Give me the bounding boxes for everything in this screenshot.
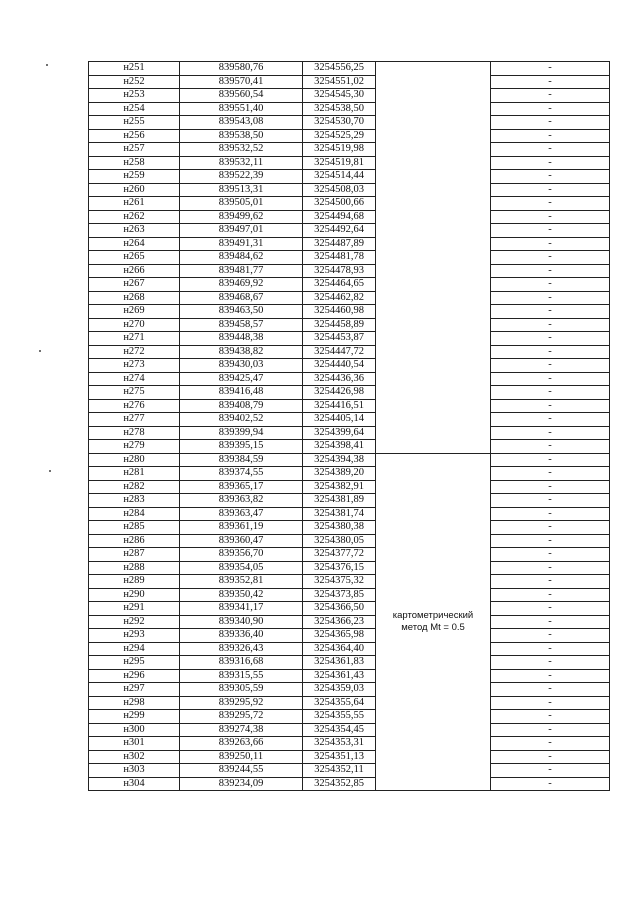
x-coordinate-cell: 839399,94 — [180, 426, 303, 440]
table-row — [89, 737, 610, 751]
y-coordinate-cell: 3254525,29 — [303, 129, 376, 143]
point-number-cell: н289 — [89, 575, 180, 589]
table-row — [89, 521, 610, 535]
table-row — [89, 372, 610, 386]
x-coordinate-cell: 839315,55 — [180, 669, 303, 683]
note-cell: - — [491, 453, 610, 467]
x-coordinate-cell: 839499,62 — [180, 210, 303, 224]
note-cell: - — [491, 521, 610, 535]
point-number-cell: н285 — [89, 521, 180, 535]
table-row — [89, 764, 610, 778]
y-coordinate-cell: 3254464,65 — [303, 278, 376, 292]
note-cell: - — [491, 737, 610, 751]
note-cell: - — [491, 696, 610, 710]
note-cell: - — [491, 777, 610, 791]
note-cell: - — [491, 480, 610, 494]
x-coordinate-cell: 839350,42 — [180, 588, 303, 602]
y-coordinate-cell: 3254462,82 — [303, 291, 376, 305]
x-coordinate-cell: 839263,66 — [180, 737, 303, 751]
y-coordinate-cell: 3254380,38 — [303, 521, 376, 535]
y-coordinate-cell: 3254538,50 — [303, 102, 376, 116]
table-row — [89, 183, 610, 197]
x-coordinate-cell: 839430,03 — [180, 359, 303, 373]
note-cell: - — [491, 710, 610, 724]
x-coordinate-cell: 839384,59 — [180, 453, 303, 467]
table-row — [89, 291, 610, 305]
y-coordinate-cell: 3254530,70 — [303, 116, 376, 130]
y-coordinate-cell: 3254375,32 — [303, 575, 376, 589]
table-row — [89, 129, 610, 143]
y-coordinate-cell: 3254478,93 — [303, 264, 376, 278]
y-coordinate-cell: 3254508,03 — [303, 183, 376, 197]
table-row — [89, 696, 610, 710]
note-cell: - — [491, 615, 610, 629]
table-row — [89, 575, 610, 589]
point-number-cell: н264 — [89, 237, 180, 251]
method-cell-empty — [376, 62, 491, 454]
x-coordinate-cell: 839543,08 — [180, 116, 303, 130]
note-cell: - — [491, 764, 610, 778]
x-coordinate-cell: 839336,40 — [180, 629, 303, 643]
table-row — [89, 480, 610, 494]
table-row — [89, 197, 610, 211]
y-coordinate-cell: 3254364,40 — [303, 642, 376, 656]
y-coordinate-cell: 3254500,66 — [303, 197, 376, 211]
y-coordinate-cell: 3254366,50 — [303, 602, 376, 616]
point-number-cell: н255 — [89, 116, 180, 130]
x-coordinate-cell: 839468,67 — [180, 291, 303, 305]
note-cell: - — [491, 224, 610, 238]
note-cell: - — [491, 183, 610, 197]
table-row — [89, 102, 610, 116]
note-cell: - — [491, 116, 610, 130]
y-coordinate-cell: 3254377,72 — [303, 548, 376, 562]
point-number-cell: н260 — [89, 183, 180, 197]
x-coordinate-cell: 839363,82 — [180, 494, 303, 508]
y-coordinate-cell: 3254551,02 — [303, 75, 376, 89]
note-cell: - — [491, 534, 610, 548]
table-row — [89, 359, 610, 373]
x-coordinate-cell: 839425,47 — [180, 372, 303, 386]
scan-speck — [39, 350, 41, 352]
note-cell: - — [491, 345, 610, 359]
y-coordinate-cell: 3254376,15 — [303, 561, 376, 575]
x-coordinate-cell: 839408,79 — [180, 399, 303, 413]
note-cell: - — [491, 602, 610, 616]
table-row — [89, 426, 610, 440]
table-row — [89, 548, 610, 562]
point-number-cell: н263 — [89, 224, 180, 238]
y-coordinate-cell: 3254354,45 — [303, 723, 376, 737]
note-cell: - — [491, 89, 610, 103]
note-cell: - — [491, 413, 610, 427]
note-cell: - — [491, 548, 610, 562]
x-coordinate-cell: 839305,59 — [180, 683, 303, 697]
point-number-cell: н265 — [89, 251, 180, 265]
x-coordinate-cell: 839244,55 — [180, 764, 303, 778]
note-cell: - — [491, 642, 610, 656]
table-row — [89, 305, 610, 319]
x-coordinate-cell: 839448,38 — [180, 332, 303, 346]
point-number-cell: н275 — [89, 386, 180, 400]
y-coordinate-cell: 3254353,31 — [303, 737, 376, 751]
x-coordinate-cell: 839551,40 — [180, 102, 303, 116]
point-number-cell: н298 — [89, 696, 180, 710]
table-row — [89, 89, 610, 103]
point-number-cell: н283 — [89, 494, 180, 508]
y-coordinate-cell: 3254355,64 — [303, 696, 376, 710]
point-number-cell: н274 — [89, 372, 180, 386]
y-coordinate-cell: 3254487,89 — [303, 237, 376, 251]
point-number-cell: н254 — [89, 102, 180, 116]
note-cell: - — [491, 251, 610, 265]
point-number-cell: н262 — [89, 210, 180, 224]
y-coordinate-cell: 3254460,98 — [303, 305, 376, 319]
point-number-cell: н299 — [89, 710, 180, 724]
y-coordinate-cell: 3254545,30 — [303, 89, 376, 103]
table-row — [89, 278, 610, 292]
note-cell: - — [491, 561, 610, 575]
point-number-cell: н300 — [89, 723, 180, 737]
note-cell: - — [491, 629, 610, 643]
note-cell: - — [491, 399, 610, 413]
point-number-cell: н279 — [89, 440, 180, 454]
point-number-cell: н288 — [89, 561, 180, 575]
y-coordinate-cell: 3254359,03 — [303, 683, 376, 697]
point-number-cell: н258 — [89, 156, 180, 170]
table-row — [89, 656, 610, 670]
x-coordinate-cell: 839532,52 — [180, 143, 303, 157]
x-coordinate-cell: 839360,47 — [180, 534, 303, 548]
note-cell: - — [491, 372, 610, 386]
y-coordinate-cell: 3254494,68 — [303, 210, 376, 224]
point-number-cell: н286 — [89, 534, 180, 548]
x-coordinate-cell: 839361,19 — [180, 521, 303, 535]
x-coordinate-cell: 839538,50 — [180, 129, 303, 143]
note-cell: - — [491, 210, 610, 224]
note-cell: - — [491, 156, 610, 170]
point-number-cell: н304 — [89, 777, 180, 791]
method-cell — [376, 453, 491, 791]
point-number-cell: н302 — [89, 750, 180, 764]
x-coordinate-cell: 839560,54 — [180, 89, 303, 103]
y-coordinate-cell: 3254399,64 — [303, 426, 376, 440]
x-coordinate-cell: 839326,43 — [180, 642, 303, 656]
x-coordinate-cell: 839497,01 — [180, 224, 303, 238]
x-coordinate-cell: 839513,31 — [180, 183, 303, 197]
table-row — [89, 588, 610, 602]
x-coordinate-cell: 839354,05 — [180, 561, 303, 575]
x-coordinate-cell: 839458,57 — [180, 318, 303, 332]
point-number-cell: н267 — [89, 278, 180, 292]
table-row — [89, 143, 610, 157]
table-row — [89, 440, 610, 454]
point-number-cell: н280 — [89, 453, 180, 467]
table-row — [89, 683, 610, 697]
note-cell: - — [491, 426, 610, 440]
y-coordinate-cell: 3254447,72 — [303, 345, 376, 359]
table-row — [89, 399, 610, 413]
point-number-cell: н287 — [89, 548, 180, 562]
y-coordinate-cell: 3254436,36 — [303, 372, 376, 386]
table-row — [89, 116, 610, 130]
note-cell: - — [491, 170, 610, 184]
table-row — [89, 669, 610, 683]
y-coordinate-cell: 3254519,81 — [303, 156, 376, 170]
y-coordinate-cell: 3254352,85 — [303, 777, 376, 791]
y-coordinate-cell: 3254373,85 — [303, 588, 376, 602]
x-coordinate-cell: 839316,68 — [180, 656, 303, 670]
point-number-cell: н266 — [89, 264, 180, 278]
table-row — [89, 224, 610, 238]
y-coordinate-cell: 3254355,55 — [303, 710, 376, 724]
table-row — [89, 453, 610, 467]
y-coordinate-cell: 3254351,13 — [303, 750, 376, 764]
note-cell: - — [491, 588, 610, 602]
point-number-cell: н268 — [89, 291, 180, 305]
point-number-cell: н292 — [89, 615, 180, 629]
table-row — [89, 710, 610, 724]
note-cell: - — [491, 291, 610, 305]
x-coordinate-cell: 839484,62 — [180, 251, 303, 265]
table-row — [89, 642, 610, 656]
coordinates-table — [88, 61, 610, 791]
note-cell: - — [491, 264, 610, 278]
point-number-cell: н281 — [89, 467, 180, 481]
scan-speck — [46, 64, 48, 66]
note-cell: - — [491, 318, 610, 332]
note-cell: - — [491, 750, 610, 764]
table-row — [89, 170, 610, 184]
x-coordinate-cell: 839463,50 — [180, 305, 303, 319]
point-number-cell: н270 — [89, 318, 180, 332]
note-cell: - — [491, 129, 610, 143]
note-cell: - — [491, 359, 610, 373]
note-cell: - — [491, 507, 610, 521]
point-number-cell: н277 — [89, 413, 180, 427]
x-coordinate-cell: 839356,70 — [180, 548, 303, 562]
note-cell: - — [491, 575, 610, 589]
y-coordinate-cell: 3254398,41 — [303, 440, 376, 454]
y-coordinate-cell: 3254519,98 — [303, 143, 376, 157]
point-number-cell: н251 — [89, 62, 180, 76]
point-number-cell: н269 — [89, 305, 180, 319]
y-coordinate-cell: 3254361,43 — [303, 669, 376, 683]
note-cell: - — [491, 723, 610, 737]
table-row — [89, 467, 610, 481]
y-coordinate-cell: 3254453,87 — [303, 332, 376, 346]
point-number-cell: н291 — [89, 602, 180, 616]
table-row — [89, 534, 610, 548]
x-coordinate-cell: 839340,90 — [180, 615, 303, 629]
y-coordinate-cell: 3254416,51 — [303, 399, 376, 413]
x-coordinate-cell: 839570,41 — [180, 75, 303, 89]
x-coordinate-cell: 839341,17 — [180, 602, 303, 616]
table-row — [89, 723, 610, 737]
point-number-cell: н253 — [89, 89, 180, 103]
x-coordinate-cell: 839374,55 — [180, 467, 303, 481]
note-cell: - — [491, 467, 610, 481]
note-cell: - — [491, 102, 610, 116]
y-coordinate-cell: 3254361,83 — [303, 656, 376, 670]
x-coordinate-cell: 839416,48 — [180, 386, 303, 400]
y-coordinate-cell: 3254556,25 — [303, 62, 376, 76]
x-coordinate-cell: 839274,38 — [180, 723, 303, 737]
y-coordinate-cell: 3254405,14 — [303, 413, 376, 427]
y-coordinate-cell: 3254381,89 — [303, 494, 376, 508]
note-cell: - — [491, 683, 610, 697]
note-cell: - — [491, 669, 610, 683]
table-row — [89, 777, 610, 791]
note-cell: - — [491, 237, 610, 251]
table-row — [89, 75, 610, 89]
x-coordinate-cell: 839469,92 — [180, 278, 303, 292]
scan-speck — [49, 470, 51, 472]
x-coordinate-cell: 839402,52 — [180, 413, 303, 427]
y-coordinate-cell: 3254381,74 — [303, 507, 376, 521]
table-row — [89, 251, 610, 265]
point-number-cell: н278 — [89, 426, 180, 440]
x-coordinate-cell: 839295,92 — [180, 696, 303, 710]
coordinates-table-body — [89, 62, 610, 791]
y-coordinate-cell: 3254380,05 — [303, 534, 376, 548]
table-row — [89, 345, 610, 359]
method-line-1: картометрический — [392, 609, 474, 621]
table-row — [89, 413, 610, 427]
table-row — [89, 156, 610, 170]
note-cell: - — [491, 197, 610, 211]
y-coordinate-cell: 3254481,78 — [303, 251, 376, 265]
x-coordinate-cell: 839352,81 — [180, 575, 303, 589]
y-coordinate-cell: 3254382,91 — [303, 480, 376, 494]
x-coordinate-cell: 839522,39 — [180, 170, 303, 184]
note-cell: - — [491, 278, 610, 292]
x-coordinate-cell: 839505,01 — [180, 197, 303, 211]
table-row — [89, 264, 610, 278]
point-number-cell: н259 — [89, 170, 180, 184]
x-coordinate-cell: 839295,72 — [180, 710, 303, 724]
table-row — [89, 629, 610, 643]
table-row — [89, 332, 610, 346]
table-row — [89, 494, 610, 508]
note-cell: - — [491, 494, 610, 508]
y-coordinate-cell: 3254366,23 — [303, 615, 376, 629]
table-row — [89, 318, 610, 332]
y-coordinate-cell: 3254426,98 — [303, 386, 376, 400]
point-number-cell: н297 — [89, 683, 180, 697]
table-row — [89, 386, 610, 400]
y-coordinate-cell: 3254389,20 — [303, 467, 376, 481]
point-number-cell: н303 — [89, 764, 180, 778]
table-row — [89, 615, 610, 629]
point-number-cell: н293 — [89, 629, 180, 643]
table-row — [89, 561, 610, 575]
x-coordinate-cell: 839532,11 — [180, 156, 303, 170]
note-cell: - — [491, 62, 610, 76]
point-number-cell: н261 — [89, 197, 180, 211]
point-number-cell: н272 — [89, 345, 180, 359]
x-coordinate-cell: 839481,77 — [180, 264, 303, 278]
note-cell: - — [491, 656, 610, 670]
note-cell: - — [491, 305, 610, 319]
x-coordinate-cell: 839365,17 — [180, 480, 303, 494]
point-number-cell: н257 — [89, 143, 180, 157]
point-number-cell: н273 — [89, 359, 180, 373]
point-number-cell: н290 — [89, 588, 180, 602]
x-coordinate-cell: 839438,82 — [180, 345, 303, 359]
table-row — [89, 750, 610, 764]
point-number-cell: н282 — [89, 480, 180, 494]
note-cell: - — [491, 386, 610, 400]
table-row — [89, 602, 610, 616]
y-coordinate-cell: 3254394,38 — [303, 453, 376, 467]
point-number-cell: н294 — [89, 642, 180, 656]
table-row — [89, 62, 610, 76]
point-number-cell: н284 — [89, 507, 180, 521]
x-coordinate-cell: 839250,11 — [180, 750, 303, 764]
x-coordinate-cell: 839234,09 — [180, 777, 303, 791]
note-cell: - — [491, 75, 610, 89]
x-coordinate-cell: 839363,47 — [180, 507, 303, 521]
x-coordinate-cell: 839580,76 — [180, 62, 303, 76]
point-number-cell: н301 — [89, 737, 180, 751]
point-number-cell: н276 — [89, 399, 180, 413]
y-coordinate-cell: 3254352,11 — [303, 764, 376, 778]
point-number-cell: н295 — [89, 656, 180, 670]
y-coordinate-cell: 3254365,98 — [303, 629, 376, 643]
point-number-cell: н271 — [89, 332, 180, 346]
x-coordinate-cell: 839395,15 — [180, 440, 303, 454]
table-row — [89, 210, 610, 224]
note-cell: - — [491, 143, 610, 157]
y-coordinate-cell: 3254458,89 — [303, 318, 376, 332]
y-coordinate-cell: 3254514,44 — [303, 170, 376, 184]
method-line-2: метод Mt = 0.5 — [401, 621, 465, 633]
y-coordinate-cell: 3254440,54 — [303, 359, 376, 373]
x-coordinate-cell: 839491,31 — [180, 237, 303, 251]
point-number-cell: н252 — [89, 75, 180, 89]
table-row — [89, 237, 610, 251]
point-number-cell: н296 — [89, 669, 180, 683]
note-cell: - — [491, 332, 610, 346]
point-number-cell: н256 — [89, 129, 180, 143]
y-coordinate-cell: 3254492,64 — [303, 224, 376, 238]
table-row — [89, 507, 610, 521]
note-cell: - — [491, 440, 610, 454]
